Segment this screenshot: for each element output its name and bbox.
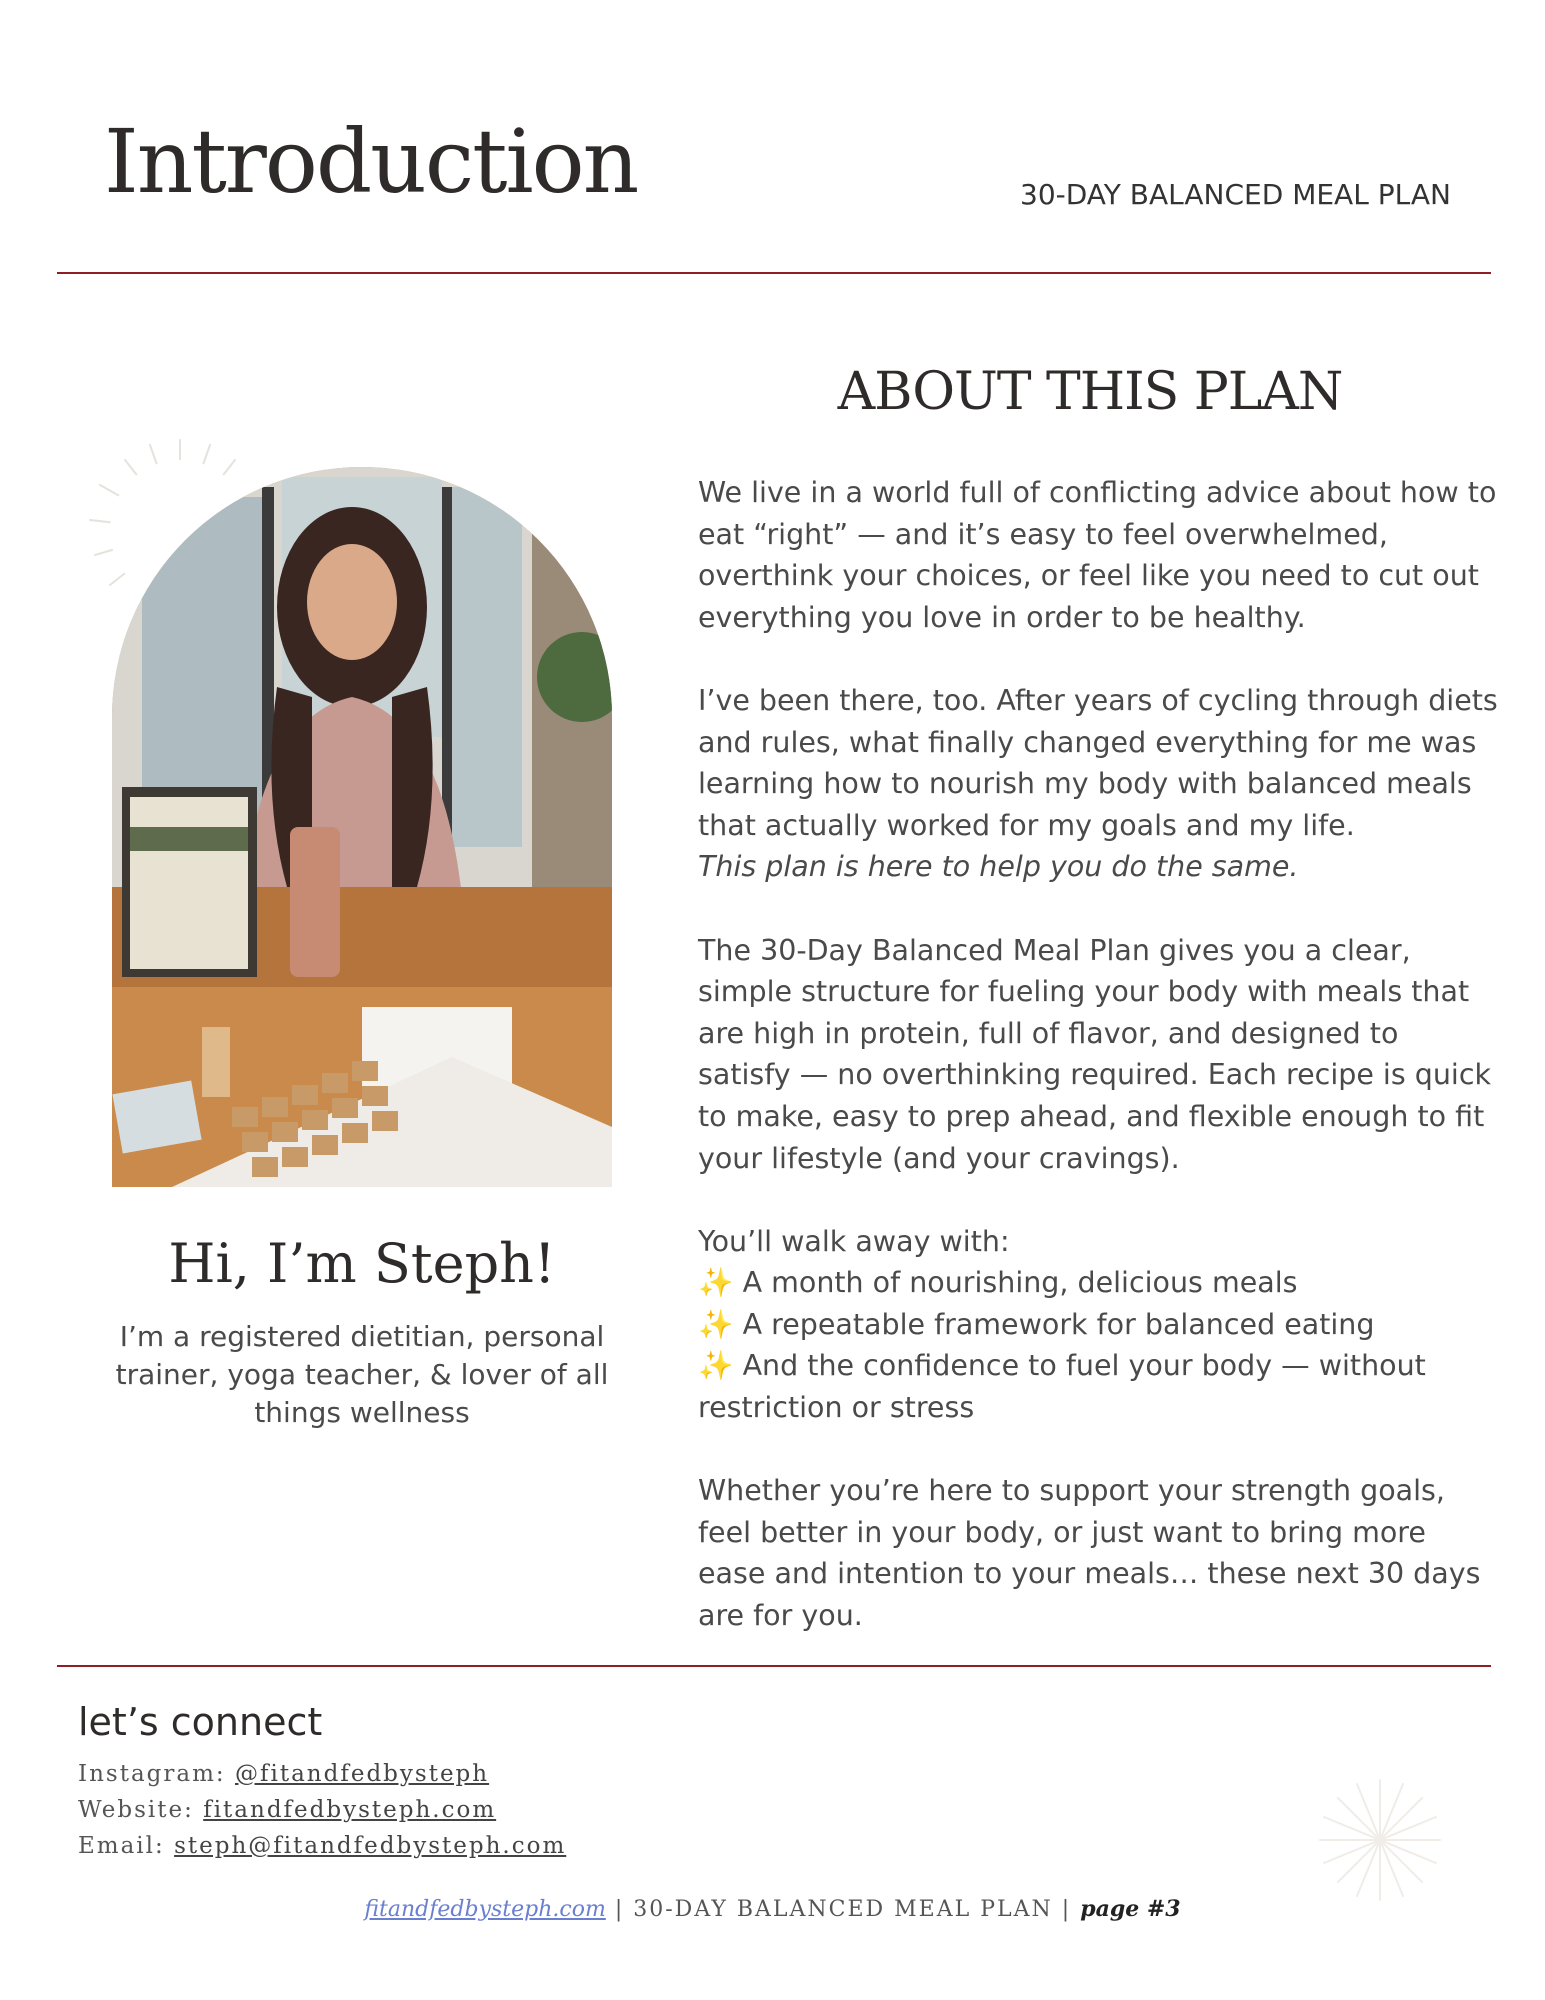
website-label: Website: [78,1797,204,1823]
instagram-label: Instagram: [78,1761,235,1787]
bottom-divider [57,1665,1491,1667]
walk-away-list [698,1221,1498,1429]
bio-text: I’m a registered dietitian, personal trainer, yoga teacher, & lover of all things wellness [115,1320,609,1429]
footer-separator: | [605,1897,634,1922]
about-paragraph-2 [698,680,1498,888]
footer-site-link[interactable]: fitandfedbysteph.com [364,1897,606,1922]
contact-list [78,1756,566,1864]
plan-subtitle: 30-DAY BALANCED MEAL PLAN [1020,178,1451,211]
email-link[interactable]: steph@fitandfedbysteph.com [174,1833,567,1859]
about-paragraph-2-italic: This plan is here to help you do the same. [698,850,1299,884]
about-paragraph-2-text: I’ve been there, too. After years of cycling through diets and rules, what finally changed everything for me was learning how to nourish my body with balanced meals that actually worked for my goals and my life. [698,683,1498,842]
instagram-link[interactable]: @fitandfedbysteph [234,1761,490,1787]
sparkle-icon: ✨ [698,1349,734,1383]
website-row [78,1792,566,1828]
page-title: Introduction [104,110,638,213]
about-paragraph-3: The 30-Day Balanced Meal Plan gives you a clear, simple structure for fueling your body with meals that are high in protein, full of flavor, and designed to satisfy — no overthinking required. Each recipe is quick to make, easy to prep ahead, and flexible enough to fit your lifestyle (and your cravings). [698,933,1492,1175]
footer-separator: | [1052,1897,1081,1922]
connect-heading: let’s connect [78,1700,323,1744]
email-row [78,1828,566,1864]
instagram-row [78,1756,566,1792]
sparkle-icon: ✨ [698,1266,734,1300]
about-closing: Whether you’re here to support your strength goals, feel better in your body, or just want to bring more ease and intention to your meals… these next 30 days are for you. [698,1474,1481,1633]
profile-photo [112,467,612,1187]
page-footer [0,1896,1545,1922]
footer-plan-name: 30-DAY BALANCED MEAL PLAN [633,1897,1053,1922]
website-link[interactable]: fitandfedbysteph.com [203,1797,497,1823]
about-heading: ABOUT THIS PLAN [837,362,1343,422]
top-divider [57,272,1491,274]
about-body [698,472,1498,1678]
walk-away-intro: You’ll walk away with: [698,1224,1010,1258]
bullet-item: And the confidence to fuel your body — without restriction or stress [698,1349,1426,1425]
page-number: page #3 [1080,1896,1181,1922]
about-paragraph-1: We live in a world full of conflicting advice about how to eat “right” — and it’s easy to feel overwhelmed, overthink your choices, or feel like you need to cut out everything you love in order to be healthy. [698,476,1497,634]
bullet-item: A month of nourishing, delicious meals [742,1266,1298,1300]
email-label: Email: [78,1833,175,1859]
greeting-heading: Hi, I’m Steph! [168,1232,556,1295]
bullet-item: A repeatable framework for balanced eating [742,1307,1375,1341]
sparkle-icon: ✨ [698,1307,734,1341]
